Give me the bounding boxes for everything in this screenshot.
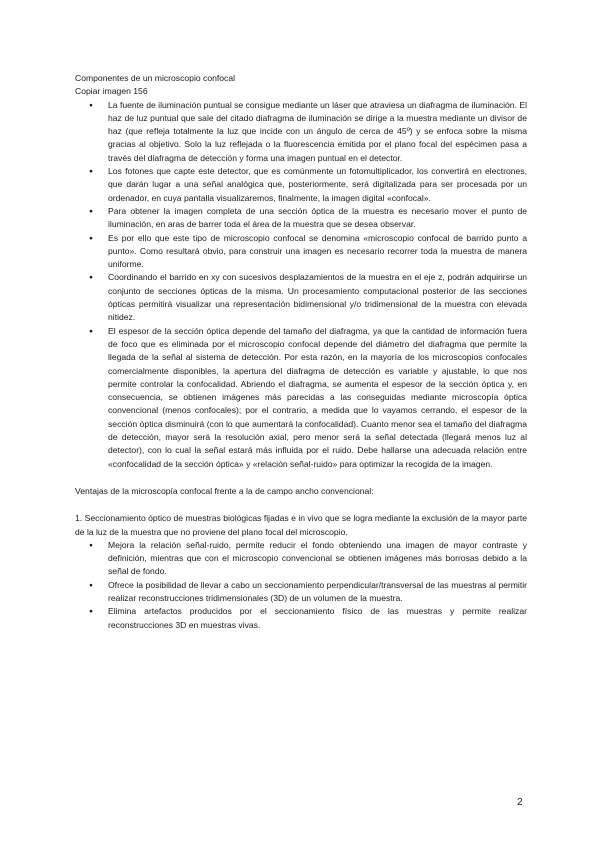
spacer [75, 498, 527, 512]
list-item: ● Es por ello que este tipo de microscopio confocal se denomina «microscopio confocal de barrido punto a punto». Como resultará obvio, para construir una imagen es necesario recorrer toda la muestra de manera uniforme. [75, 232, 527, 272]
image-caption: Copiar imagen 156 [75, 86, 148, 97]
document-heading: Componentes de un microscopio confocal [75, 73, 236, 83]
list-item: ● Los fotones que capte este detector, que es comúnmente un fotomultiplicador, los convertirá en electrones, que darán lugar a una señal analógica que, posteriormente, será digitalizada para ser procesada por un ordenador, en cuya pantalla visualizaremos, finalmente, la imagen digital «confocal». [75, 165, 527, 205]
page-number: 2 [517, 797, 523, 808]
list-item: ● Ofrece la posibilidad de llevar a cabo un seccionamiento perpendicular/transversal de las muestras al permitir realizar reconstrucciones tridimensionales (3D) de un volumen de la muestra. [75, 579, 527, 606]
list-item: ● La fuente de iluminación puntual se consigue mediante un láser que atraviesa un diafragma de iluminación. El haz de luz puntual que sale del citado diafragma de iluminación se dirige a la muestra mediante un divisor de haz (que refleja totalmente la luz que incide con un ángulo de cerca de 45º) y se enfoca sobre la misma gracias al objetivo. Solo la luz reflejada o la fluorescencia emitida por el plano focal del espécimen pasa a través del diafragma de detección y forma una imagen puntual en el detector. [75, 99, 527, 165]
spacer [75, 471, 527, 485]
list-item: ● Coordinando el barrido en xy con sucesivos desplazamientos de la muestra en el eje z, podrán adquirirse un conjunto de secciones ópticas de la misma. Un procesamiento computacional posterior de las secciones ópticas permitirá visualizar una representación bidimensional y/o tridimensional de la muestra con elevada nitidez. [75, 271, 527, 324]
numbered-paragraph: 1. Seccionamiento óptico de muestras biológicas fijadas e in vivo que se logra mediante la exclusión de la mayor parte de la luz de la muestra que no proviene del plano focal del microscopio. [75, 513, 527, 537]
page-content [75, 72, 527, 632]
list-item: ● Para obtener la imagen completa de una sección óptica de la muestra es necesario mover el punto de iluminación, en aras de barrer toda el área de la muestra que se desea observar. [75, 205, 527, 232]
list-item: ● Elimina artefactos producidos por el seccionamiento físico de las muestras y permite realizar reconstrucciones 3D en muestras vivas. [75, 605, 527, 632]
advantages-list [75, 539, 527, 632]
section-heading: Ventajas de la microscopía confocal frente a la de campo ancho convencional: [75, 485, 374, 496]
components-list [75, 99, 527, 471]
list-item: ● Mejora la relación señal-ruido, permite reducir el fondo obteniendo una imagen de mayor contraste y definición, mientras que con el microscopio convencional se obtienen imágenes más borrosas debido a la señal de fondo. [75, 539, 527, 579]
list-item: ● El espesor de la sección óptica depende del tamaño del diafragma, ya que la cantidad de información fuera de foco que es eliminada por el microscopio confocal depende del diámetro del diafragma que permite la llegada de la señal al sistema de detección. Por esta razón, en la mayoría de los microscopios confocales comercialmente disponibles, la apertura del diafragma de detección es variable y ajustable, lo que nos permite controlar la confocalidad. Abriendo el diafragma, se aumenta el espesor de la sección óptica y, en consecuencia, se obtienen imágenes más parecidas a las conseguidas mediante microscopía óptica convencional (menos confocales); por el contrario, a medida que lo vayamos cerrando, el espesor de la sección óptica disminuirá (con lo que aumentará la confocalidad). Cuanto menor sea el tamaño del diafragma de detección, mayor será la resolución axial, pero menor será la señal detectada (llegará menos luz al detector), con lo cual la señal estará más influida por el ruido. Debe hallarse una adecuada relación entre «confocalidad de la sección óptica» y «relación señal-ruido» para optimizar la recogida de la imagen. [75, 325, 527, 471]
